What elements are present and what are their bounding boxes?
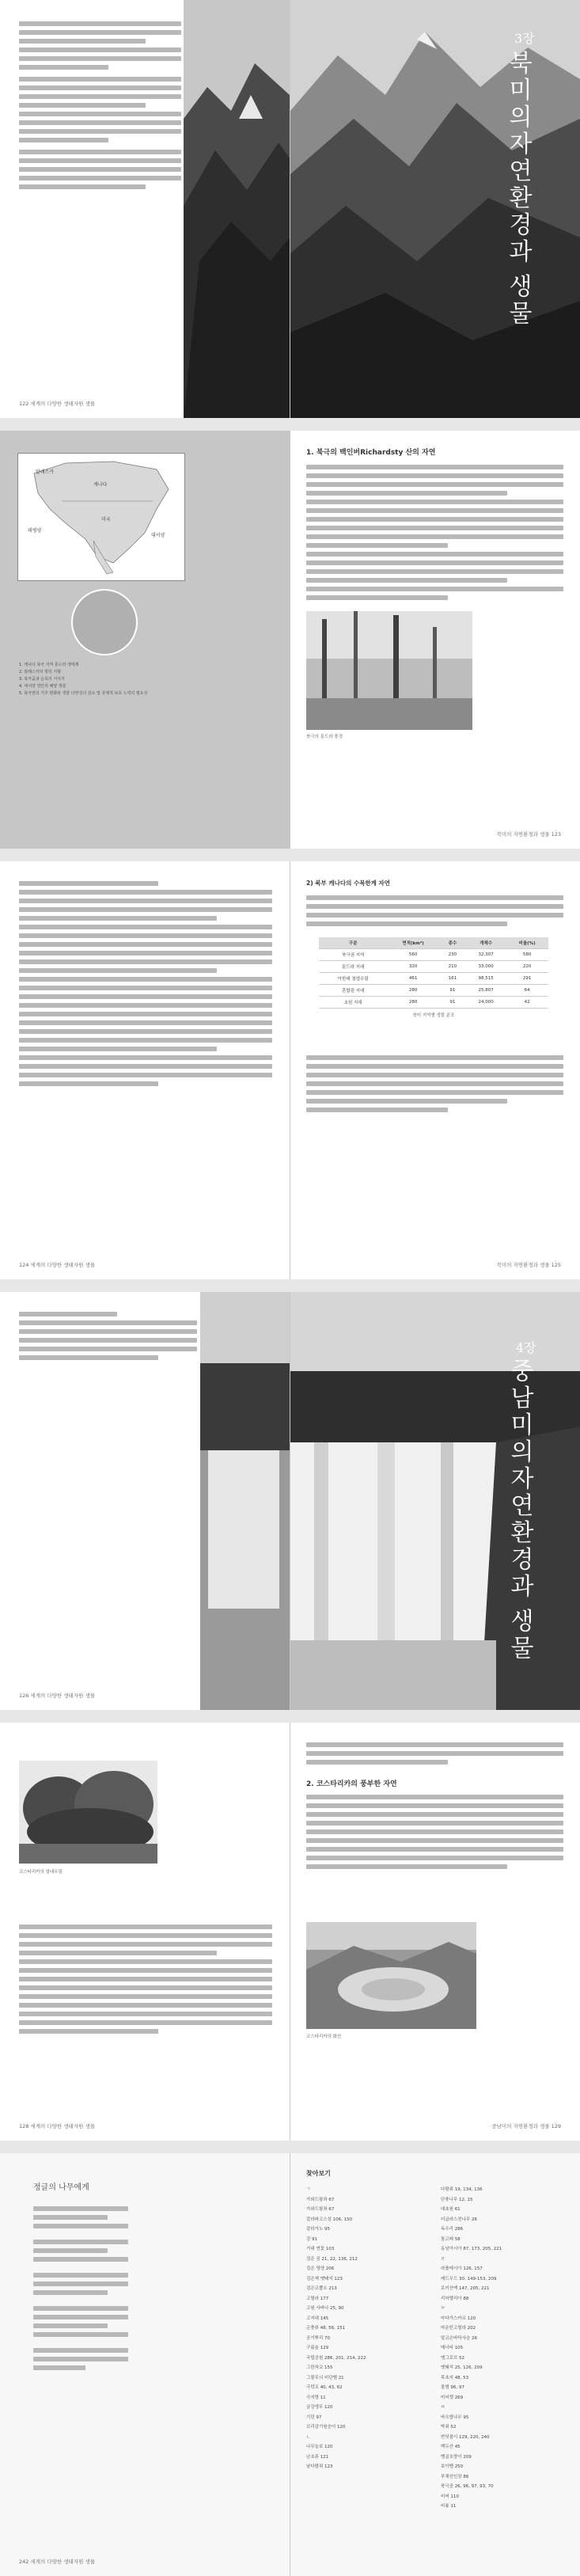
page-123	[290, 431, 580, 849]
data-table: 구분 면적(km²) 종수 개체수 비율(%) 북극권 지역 560 230 32,307 580 툰드라 지대 320 210 33,000 220 아한대 침엽수림 461 161 98,515 291 혼합림 지대 280 91 25,807 64 초원 지대 280 91 24,000 42 북미 지역별 생물 분포	[319, 937, 548, 1018]
index-column	[306, 2185, 425, 2472]
index-entry: 로키산맥 147, 205, 221	[441, 2286, 490, 2291]
index-entry: 목초지 48, 53	[441, 2375, 469, 2380]
index-entry: 독수리 286	[441, 2227, 464, 2232]
page-127	[290, 1292, 580, 1710]
page-124	[0, 861, 290, 1279]
index-entry: 벵골호랑이 209	[441, 2454, 472, 2460]
section-heading: 2. 코스타리카의 풍부한 자연	[306, 1780, 397, 1788]
spread-6	[0, 2153, 580, 2576]
body-text-block	[19, 1921, 272, 2038]
page-footer: 중남미의 자연환경과 생물 129	[491, 2123, 561, 2130]
body-text-block	[19, 1308, 197, 1364]
index-entry: 미어캣 269	[441, 2395, 464, 2400]
index-entry: 기린 97	[306, 2415, 322, 2420]
page-footer: 128 세계의 다양한 생태자원 생물	[19, 2123, 96, 2130]
index-entry: 동남아시아 87, 173, 205, 221	[441, 2247, 502, 2251]
index-entry: 날다람쥐 123	[306, 2464, 333, 2469]
page-122	[0, 0, 290, 418]
poem-title: 정글의 나무에게	[33, 2183, 89, 2192]
section-heading: 1. 북극의 백인버Richardsty 산의 자연	[306, 449, 436, 457]
table-row: 북극권 지역 560 230 32,307 580	[319, 949, 548, 961]
chapter-title: 중 남 미 의 자 연 환 경 과 생 물	[510, 1358, 536, 1662]
rainforest-photo	[19, 1761, 157, 1864]
index-entry: 검은색 멧돼지 123	[306, 2276, 343, 2282]
index-entry: ㄹ	[441, 2256, 445, 2262]
spread-4	[0, 1292, 580, 1710]
index-entry: 검은 곰 21, 22, 136, 212	[306, 2256, 358, 2262]
index-entry: 마운틴고릴라 202	[441, 2326, 476, 2331]
index-entry: 바오밥나무 95	[441, 2415, 469, 2420]
table-row: 초원 지대 280 91 24,000 42	[319, 997, 548, 1009]
index-column	[441, 2185, 567, 2512]
page-footer: 122 세계의 다양한 생태자원 생물	[19, 401, 96, 407]
index-entry: 대초원 61	[441, 2207, 461, 2212]
index-entry: 공기뿌리 70	[306, 2335, 330, 2341]
index-entry: 비버 110	[441, 2494, 459, 2499]
index-entry: 백두산 45	[441, 2445, 461, 2449]
chapter-number: 3장	[514, 31, 535, 46]
page-126	[0, 1292, 290, 1710]
index-entry: 가와드왕좌 67	[306, 2207, 335, 2212]
notes-list: 1. 캐나다 북극 지역 툰드라 생태계 2. 알래스카의 빙하 지형 3. 북극곰과 순록의 서식지 4. 대서양 연안의 해양 생물 5. 북극권의 기후 변화와 생물 다양성의 감소 및 국제적 보호 노력의 필요성	[19, 663, 148, 696]
index-entry: ㅁ	[441, 2306, 445, 2311]
table-row: 툰드라 지대 320 210 33,000 220	[319, 961, 548, 973]
index-entry: 라플레시아 126, 157	[441, 2266, 483, 2271]
index-entry: 마다가스카르 120	[441, 2316, 476, 2321]
page-123	[290, 0, 580, 418]
index-entry: 보아뱀 250	[441, 2464, 464, 2469]
index-entry: 고원 사바나 25, 90	[306, 2306, 344, 2311]
mountain-photo	[184, 0, 290, 418]
index-entry: 박쥐 52	[441, 2425, 457, 2430]
index-entry: 곤충류 48, 56, 151	[306, 2326, 346, 2331]
index-entry: 구름숲 129	[306, 2346, 329, 2350]
page-footer: 북미의 자연환경과 생물 123	[496, 831, 561, 838]
photo-caption: 코스타리카의 열대우림	[19, 1870, 63, 1875]
table-caption: 북미 지역별 생물 분포	[412, 1013, 455, 1018]
index-entry: 매너티 105	[441, 2346, 464, 2350]
page-footer: 124 세계의 다양한 생태자원 생물	[19, 1262, 96, 1268]
waterfall-photo	[200, 1292, 290, 1710]
page-242	[0, 2153, 290, 2576]
index-entry: 말코손바닥사슴 26	[441, 2335, 477, 2341]
body-text-block	[306, 1738, 563, 1769]
index-entry: 갈라파고스섬 106, 150	[306, 2217, 353, 2222]
body-text-block	[19, 17, 181, 193]
page-footer: 242 세계의 다양한 생태자원 생물	[19, 2559, 96, 2565]
index-entry: 고릴라 177	[306, 2296, 329, 2301]
poem-body	[33, 2202, 128, 2374]
map-label-alaska: 알래스카	[36, 469, 55, 475]
spread-1	[0, 0, 580, 418]
index-entry: 금강앵무 120	[306, 2405, 333, 2410]
photo-caption: 북극의 툰드라 풍경	[306, 735, 343, 739]
page-index	[290, 2153, 580, 2576]
index-entry: 더글라스전나무 26	[441, 2217, 477, 2222]
index-entry: 고지대 145	[306, 2316, 329, 2321]
map-label-atlantic: 대서양	[151, 533, 165, 538]
photo-caption: 코스타리카의 화산	[306, 2035, 342, 2039]
index-entry: 반딧불이 129, 220, 240	[441, 2434, 490, 2440]
index-entry: 단풍나무 12, 15	[441, 2197, 473, 2202]
mountain-photo	[290, 0, 580, 418]
index-entry: 국립공원 286, 201, 214, 222	[306, 2355, 366, 2361]
map-label-usa: 미국	[101, 517, 111, 522]
page-footer: 북미의 자연환경과 생물 125	[496, 1262, 561, 1268]
index-entry: 강 91	[306, 2236, 318, 2242]
body-text-block	[306, 1051, 563, 1116]
body-text-block	[306, 891, 563, 930]
body-text-block	[306, 461, 563, 604]
map-label-pacific: 태평양	[28, 528, 42, 534]
page-129	[290, 1723, 580, 2141]
index-title: 찾아보기	[306, 2170, 331, 2177]
index-entry: 그물무늬 비단뱀 21	[306, 2375, 344, 2380]
chapter-title: 북 미 의 자 연 환 경 과 생 물	[509, 50, 534, 328]
index-entry: 비룡 11	[441, 2504, 457, 2509]
table-row: 아한대 침엽수림 461 161 98,515 291	[319, 973, 548, 985]
index-entry: 갈라가노 95	[306, 2227, 330, 2232]
table-row: 혼합림 지대 280 91 25,807 64	[319, 985, 548, 997]
chapter-number: 4장	[516, 1340, 536, 1355]
subheading: 2) 북부 캐나다의 수목한계 자연	[306, 880, 391, 887]
index-entry: 검은 영양 206	[306, 2266, 335, 2271]
page-footer: 126 세계의 다양한 생태자원 생물	[19, 1693, 96, 1699]
index-entry: ㄴ	[306, 2434, 311, 2440]
index-entry: ㄱ	[306, 2187, 311, 2192]
spread-3	[0, 861, 580, 1279]
index-entry: 레드우드 30, 149-153, 209	[441, 2276, 497, 2282]
body-text-block	[306, 1791, 563, 1873]
body-text-block	[19, 877, 272, 1090]
index-entry: 리마멜리아 88	[441, 2296, 469, 2301]
index-entry: ㅂ	[441, 2405, 445, 2410]
map-label-canada: 캐나다	[93, 482, 108, 488]
decorative-badge-icon	[71, 589, 138, 655]
spread-5	[0, 1723, 580, 2141]
index-entry: 부채선인장 86	[441, 2474, 469, 2479]
index-entry: 극지방 11	[306, 2395, 326, 2400]
north-america-map	[17, 453, 185, 581]
spread-2	[0, 431, 580, 849]
page-125	[290, 861, 580, 1279]
index-entry: 물범 96, 97	[441, 2385, 464, 2390]
index-entry: 돌고래 58	[441, 2236, 461, 2242]
index-entry: 나무늘보 120	[306, 2445, 333, 2449]
index-entry: 그란차코 155	[306, 2365, 333, 2370]
index-entry: 맹그로브 52	[441, 2355, 464, 2361]
index-entry: 꼬리감기원숭이 120	[306, 2425, 346, 2430]
index-entry: 극락조 40, 43, 62	[306, 2385, 343, 2390]
index-entry: 가와드왕좌 67	[306, 2197, 335, 2202]
index-entry: 난초류 121	[306, 2454, 329, 2460]
index-entry: 검은코뿔소 213	[306, 2286, 337, 2291]
volcano-photo	[306, 1922, 476, 2029]
index-entry: 거대 연꽃 103	[306, 2247, 335, 2251]
index-entry: 다람쥐 19, 134, 136	[441, 2187, 483, 2192]
index-entry: 북극곰 26, 96, 97, 93, 70	[441, 2484, 494, 2489]
page-122-map	[0, 431, 290, 849]
forest-photo	[306, 611, 472, 730]
page-128	[0, 1723, 290, 2141]
index-entry: 멧돼지 25, 126, 209	[441, 2365, 483, 2370]
